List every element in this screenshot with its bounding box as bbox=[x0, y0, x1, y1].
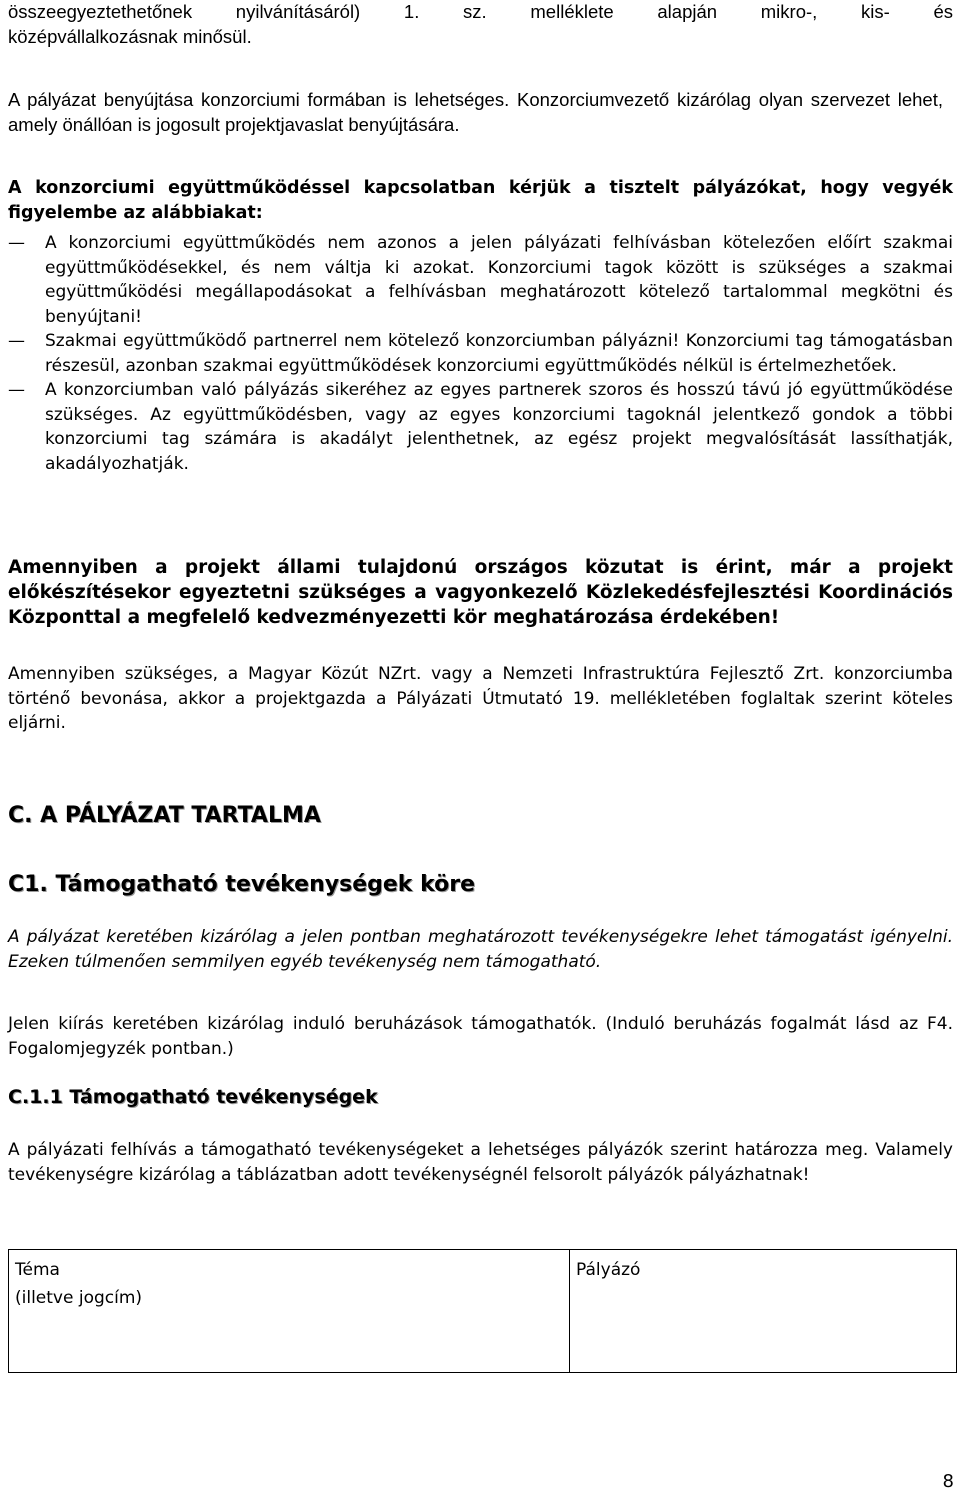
c1-italic-paragraph: A pályázat keretében kizárólag a jelen pontban meghatározott tevékenységekre lehet támogatást igényelni. Ezeken túlmenően semmilyen egyéb tevékenység nem támogatható. bbox=[8, 927, 953, 972]
section-c1-title: C1. Támogatható tevékenységek köre bbox=[8, 872, 475, 897]
consortium-list bbox=[8, 231, 953, 476]
intro-line-1: összeegyeztethetőnek nyilvánításáról) 1. sz. melléklete alapján mikro-, kis- és bbox=[8, 1, 953, 22]
intro-consortium-paragraph: A pályázat benyújtása konzorciumi formában is lehetséges. Konzorciumvezető kizárólag olyan szervezet lehet, amely önállóan is jogosult projektjavaslat benyújtására. bbox=[8, 89, 943, 135]
c11-paragraph: A pályázati felhívás a támogatható tevékenységeket a lehetséges pályázók szerint határozza meg. Valamely tevékenységre kizárólag a táblázatban adott tevékenységnél felsorolt pályázók pályázhatnak! bbox=[8, 1140, 953, 1185]
page-number: 8 bbox=[942, 1471, 954, 1492]
table-header-applicant-label: Pályázó bbox=[576, 1260, 641, 1280]
state-road-notice: Amennyiben a projekt állami tulajdonú országos közutat is érint, már a projekt előkészítésekor egyeztetni szükséges a vagyonkezelő Közlekedésfejlesztési Koordinációs Központtal a megfelelő kedvezményezetti kör meghatározása érdekében! bbox=[8, 557, 953, 628]
list-item-part1: A konzorciumban való pályázás sikeréhez az egyes partnerek szoros és hosszú távú jó együttműködése szükséges. bbox=[45, 380, 953, 425]
table-header-topic bbox=[9, 1250, 570, 1373]
consortium-heading: A konzorciumi együttműködéssel kapcsolatban kérjük a tisztelt pályázókat, hogy vegyék figyelembe az alábbiakat: bbox=[8, 178, 953, 223]
state-road-text: Amennyiben szükséges, a Magyar Közút NZrt. vagy a Nemzeti Infrastruktúra Fejlesztő Zrt. konzorciumba történő bevonása, akkor a projektgazda a Pályázati Útmutató 19. mellékletében foglaltak szerint köteles eljárni. bbox=[8, 664, 953, 733]
section-c11-title: C.1.1 Támogatható tevékenységek bbox=[8, 1086, 378, 1108]
list-item bbox=[8, 231, 953, 329]
c1-paragraph: Jelen kiírás keretében kizárólag induló beruházások támogathatók. (Induló beruházás fogalmát lásd az F4. Fogalomjegyzék pontban.) bbox=[8, 1014, 953, 1059]
list-item-part2: Konzorciumi tagok között is szükséges a szakmai együttműködési megállapodásokat a felhívásban meghatározott kötelező tartalommal megkötni és benyújtani! bbox=[45, 257, 953, 327]
list-item bbox=[8, 329, 953, 378]
section-c-title: C. A PÁLYÁZAT TARTALMA bbox=[8, 803, 321, 828]
table-header-topic-line1: Téma bbox=[15, 1260, 60, 1280]
list-item-part2: Konzorciumi tag támogatásban részesül, azonban szakmai együttműködések konzorciumi együttműködés nélkül is értelmezhetőek. bbox=[45, 331, 954, 376]
table-header-topic-line2: (illetve jogcím) bbox=[15, 1288, 143, 1308]
intro-line-2: középvállalkozásnak minősül. bbox=[8, 25, 252, 47]
table-row bbox=[9, 1250, 957, 1373]
list-item-part1: Szakmai együttműködő partnerrel nem kötelező konzorciumban pályázni! bbox=[45, 331, 680, 351]
intro-block bbox=[8, 0, 953, 137]
activities-table bbox=[8, 1249, 957, 1373]
list-item bbox=[8, 378, 953, 476]
list-item-part2: Az együttműködésben, vagy az egyes konzorciumi tagoknál jelentkező gondok a többi konzorciumi tag számára is akadályt jelenthetnek, az egész projekt megvalósítását lassíthatják, akadályozhatják. bbox=[45, 404, 953, 474]
list-item-part1: A konzorciumi együttműködés nem azonos a jelen pályázati felhívásban kötelezően előírt szakmai együttműködésekkel, és nem váltja ki azokat. bbox=[45, 233, 953, 278]
table-header-applicant bbox=[570, 1250, 957, 1373]
